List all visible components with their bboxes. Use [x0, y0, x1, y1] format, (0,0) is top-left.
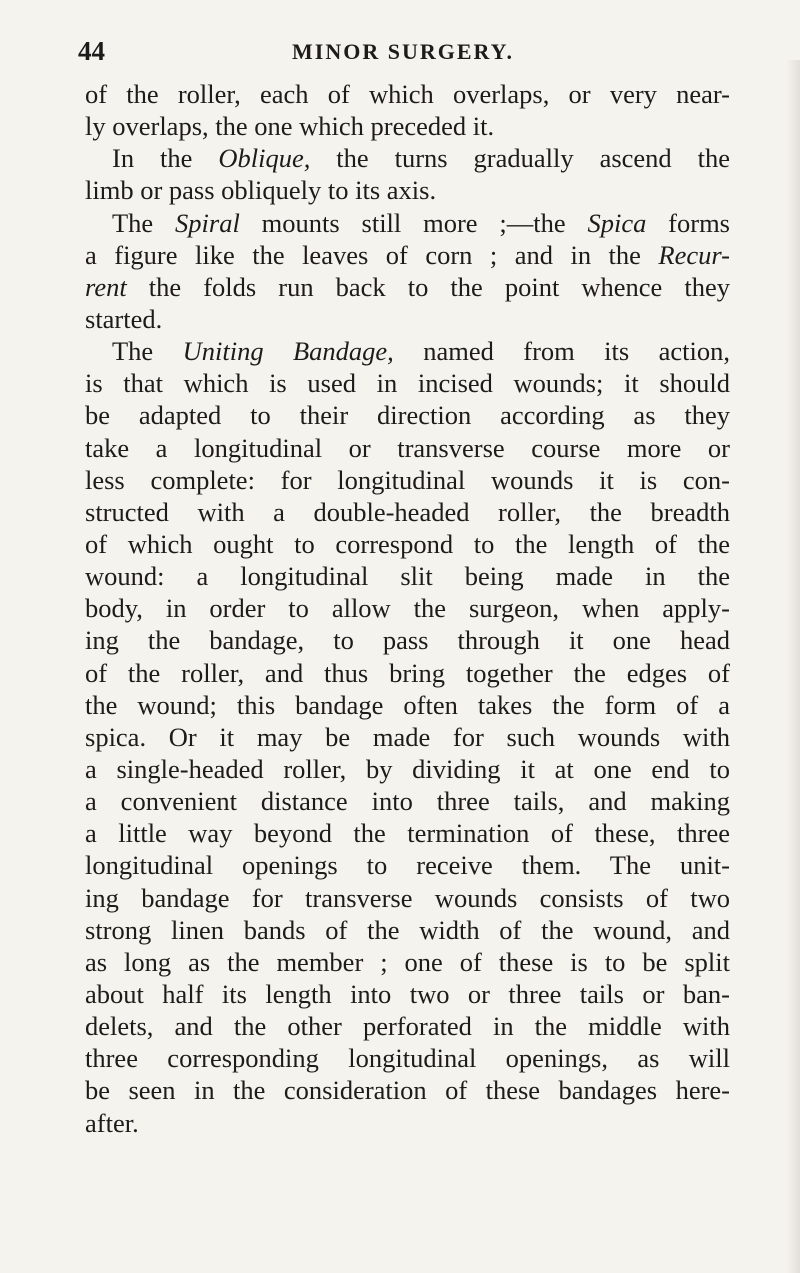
text-line: be adapted to their direction according as they	[85, 400, 730, 431]
text-line: after.	[85, 1107, 139, 1138]
text-line: body, in order to allow the surgeon, when apply-	[85, 593, 730, 624]
running-title: MINOR SURGERY.	[292, 39, 514, 64]
text-line: The Spiral mounts still more ;—the Spica forms	[112, 207, 730, 238]
text-line: In the Oblique, the turns gradually ascend the	[112, 143, 730, 174]
text-line: ing the bandage, to pass through it one head	[85, 625, 730, 656]
text-line: the wound; this bandage often takes the form of a	[85, 689, 730, 720]
term-spica: Spica	[587, 207, 647, 238]
text-line: limb or pass obliquely to its axis.	[85, 175, 437, 206]
text-line: ly overlaps, the one which preceded it.	[85, 111, 495, 142]
text-line: of the roller, and thus bring together the edges of	[85, 657, 730, 688]
text-line: ing bandage for transverse wounds consists of two	[85, 882, 730, 913]
term-oblique: Oblique,	[218, 143, 311, 174]
text-line: take a longitudinal or transverse course more or	[85, 432, 730, 463]
text-line: of which ought to correspond to the length of the	[85, 528, 730, 559]
text-line: a figure like the leaves of corn ; and in the Recur-	[85, 239, 730, 270]
text-line: about half its length into two or three tails or ban-	[85, 978, 730, 1009]
text-line: as long as the member ; one of these is to be split	[85, 946, 730, 977]
page-header	[78, 36, 726, 66]
text-line: longitudinal openings to receive them. The unit-	[85, 850, 730, 881]
term-recurrent-2: rent	[85, 271, 127, 302]
body-text	[85, 78, 730, 1139]
text-line: strong linen bands of the width of the wound, and	[85, 914, 730, 945]
text-line: The Uniting Bandage, named from its action,	[112, 336, 730, 367]
term-spiral: Spiral	[175, 207, 240, 238]
text-line: a little way beyond the termination of these, three	[85, 818, 730, 849]
text-line: structed with a double-headed roller, the breadth	[85, 496, 730, 527]
text-line: a single-headed roller, by dividing it at one end to	[85, 753, 730, 784]
text-line: spica. Or it may be made for such wounds with	[85, 721, 730, 752]
text-line: rent the folds run back to the point whence they	[85, 271, 730, 302]
text-line: is that which is used in incised wounds; it should	[85, 368, 730, 399]
text-line: delets, and the other perforated in the middle with	[85, 1011, 730, 1042]
term-uniting-bandage: Uniting Bandage,	[182, 336, 394, 367]
text-line: a convenient distance into three tails, and making	[85, 786, 730, 817]
term-recurrent-1: Recur-	[658, 239, 730, 270]
text-line: started.	[85, 303, 163, 334]
text-line: of the roller, each of which overlaps, or very near-	[85, 79, 730, 109]
text-line: wound: a longitudinal slit being made in the	[85, 561, 730, 592]
text-line: be seen in the consideration of these bandages here-	[85, 1075, 730, 1106]
page-edge-shadow	[786, 60, 800, 1273]
page-number: 44	[78, 36, 105, 66]
text-line: less complete: for longitudinal wounds it is con-	[85, 464, 730, 495]
text-line: three corresponding longitudinal openings, as will	[85, 1043, 730, 1074]
